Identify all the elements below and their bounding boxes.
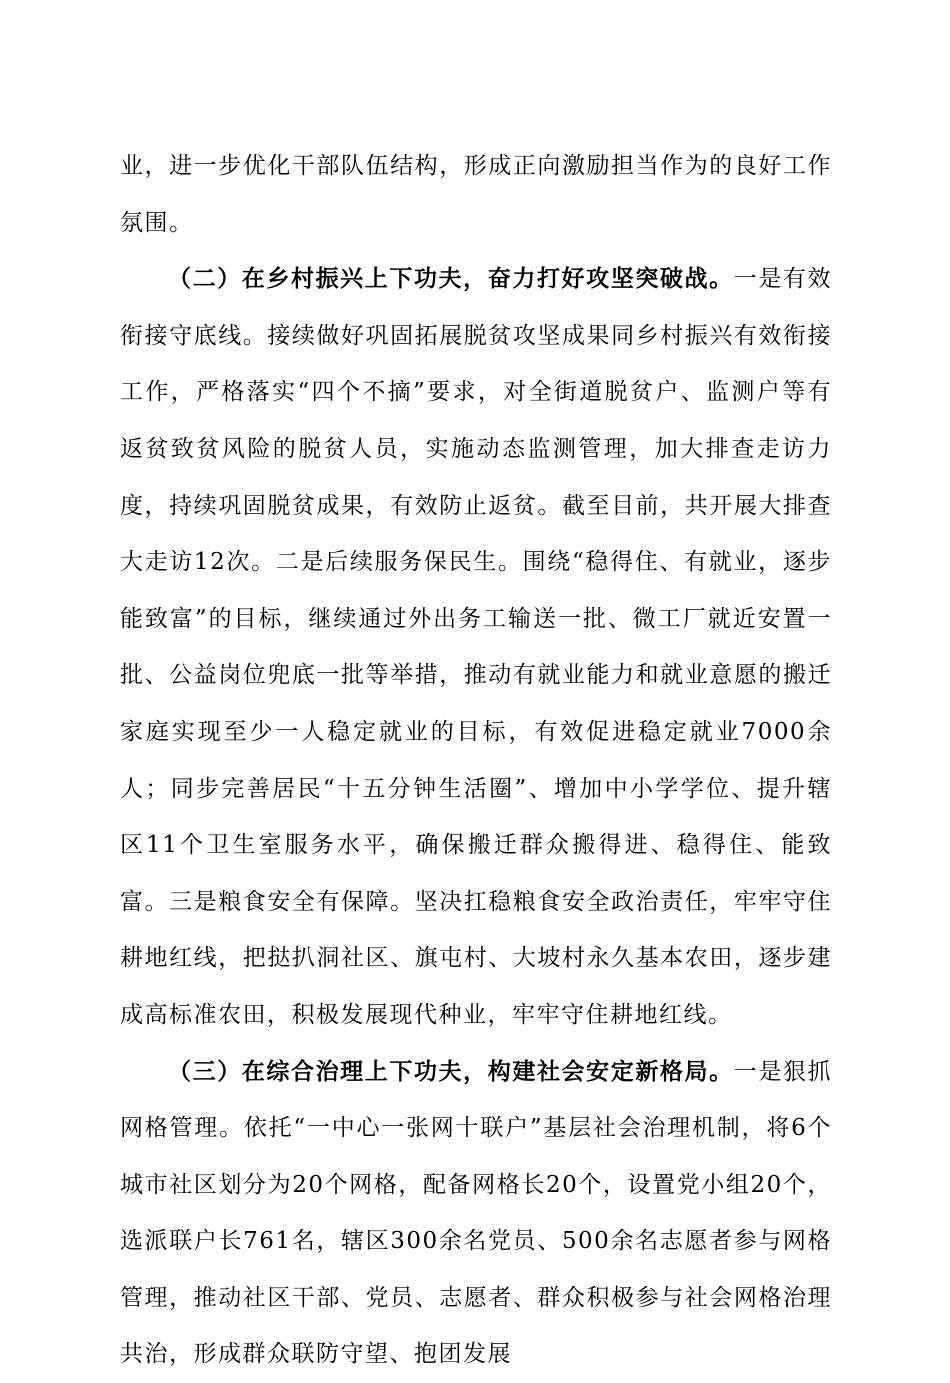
section-heading-comprehensive-governance: （三）在综合治理上下功夫，构建社会安定新格局。 bbox=[168, 1058, 734, 1085]
paragraph-continuation bbox=[120, 138, 832, 251]
paragraph-rural-revitalization bbox=[120, 251, 832, 1043]
document-page bbox=[120, 138, 832, 1383]
paragraph-body: 一是狠抓网格管理。依托“一中心一张网十联户”基层社会治理机制，将6个城市社区划分为20个网格，配备网格长20个，设置党小组20个，选派联户长761名，辖区300余名党员、500余名志愿者参与网格管理，推动社区干部、党员、志愿者、群众积极参与社会网格治理共治，形成群众联防守望、抱团发展 bbox=[120, 1059, 832, 1368]
section-heading-rural-revitalization: （二）在乡村振兴上下功夫，奋力打好攻坚突破战。 bbox=[168, 265, 734, 292]
paragraph-body: 业，进一步优化干部队伍结构，形成正向激励担当作为的良好工作氛围。 bbox=[120, 153, 832, 236]
paragraph-body: 一是有效衔接守底线。接续做好巩固拓展脱贫攻坚成果同乡村振兴有效衔接工作，严格落实“四个不摘”要求，对全街道脱贫户、监测户等有返贫致贫风险的脱贫人员，实施动态监测管理，加大排查走访力度，持续巩固脱贫成果，有效防止返贫。截至目前，共开展大排查大走访12次。二是后续服务保民生。围绕“稳得住、有就业，逐步能致富”的目标，继续通过外出务工输送一批、微工厂就近安置一批、公益岗位兜底一批等举措，推动有就业能力和就业意愿的搬迁家庭实现至少一人稳定就业的目标，有效促进稳定就业7000余人；同步完善居民“十五分钟生活圈”、增加中小学学位、提升辖区11个卫生室服务水平，确保搬迁群众搬得进、稳得住、能致富。三是粮食安全有保障。坚决扛稳粮食安全政治责任，牢牢守住耕地红线，把挞扒洞社区、旗屯村、大坡村永久基本农田，逐步建成高标准农田，积极发展现代种业，牢牢守住耕地红线。 bbox=[120, 266, 832, 1028]
paragraph-comprehensive-governance bbox=[120, 1044, 832, 1383]
